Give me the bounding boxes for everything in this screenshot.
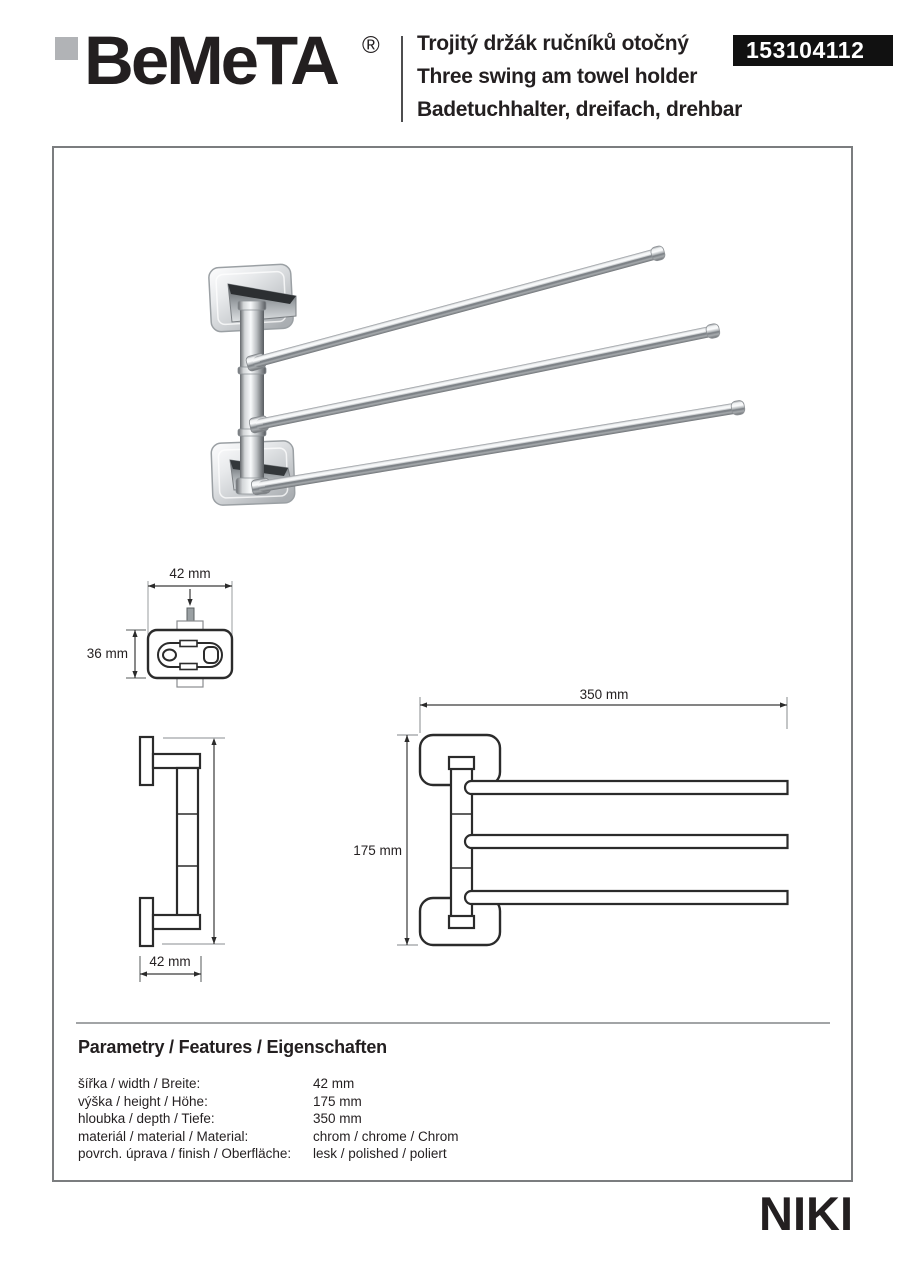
table-row — [78, 1128, 778, 1146]
param-label-height: výška / height / Höhe: — [78, 1093, 208, 1109]
registered-trademark-icon: ® — [362, 32, 380, 59]
front-view-drawing — [353, 687, 787, 945]
product-titles — [417, 27, 742, 126]
param-value-height: 175 mm — [313, 1093, 362, 1109]
product-title-de: Badetuchhalter, dreifach, drehbar — [417, 98, 743, 121]
front-view-length-label: 350 mm — [579, 687, 629, 702]
series-name: NIKI — [759, 1187, 853, 1240]
top-view-depth-label: 36 mm — [86, 646, 128, 661]
param-label-material: materiál / material / Material: — [78, 1128, 249, 1144]
brand-logo: BeMeTA — [84, 22, 337, 99]
parameters-divider — [76, 1022, 830, 1024]
product-title-en: Three swing am towel holder — [417, 65, 698, 88]
side-view-depth-label: 42 mm — [149, 954, 191, 969]
parameters-table — [78, 1075, 778, 1163]
param-value-depth: 350 mm — [313, 1111, 362, 1127]
brand-square-icon — [55, 37, 78, 60]
table-row — [78, 1075, 778, 1093]
param-value-material: chrom / chrome / Chrom — [313, 1128, 459, 1144]
product-title-cs: Trojitý držák ručníků otočný — [417, 32, 689, 55]
technical-figure — [54, 148, 851, 1180]
top-view-drawing — [87, 566, 232, 687]
screw-pin-icon — [187, 608, 194, 621]
side-view-drawing — [140, 737, 225, 982]
front-view-height-label: 175 mm — [353, 843, 402, 858]
table-row — [78, 1110, 778, 1128]
product-photo — [208, 244, 745, 505]
table-row — [78, 1145, 778, 1163]
param-label-width: šířka / width / Breite: — [78, 1076, 201, 1091]
photo-post — [236, 301, 268, 494]
product-code-badge: 153104112 — [733, 35, 893, 66]
param-label-finish: povrch. úprava / finish / Oberfläche: — [78, 1146, 292, 1162]
param-value-finish: lesk / polished / poliert — [313, 1146, 447, 1162]
header-divider — [401, 36, 403, 122]
param-label-depth: hloubka / depth / Tiefe: — [78, 1111, 215, 1127]
parameters-heading: Parametry / Features / Eigenschaften — [78, 1037, 387, 1057]
table-row — [78, 1093, 778, 1111]
param-value-width: 42 mm — [313, 1076, 355, 1091]
top-view-width-label: 42 mm — [169, 566, 211, 581]
